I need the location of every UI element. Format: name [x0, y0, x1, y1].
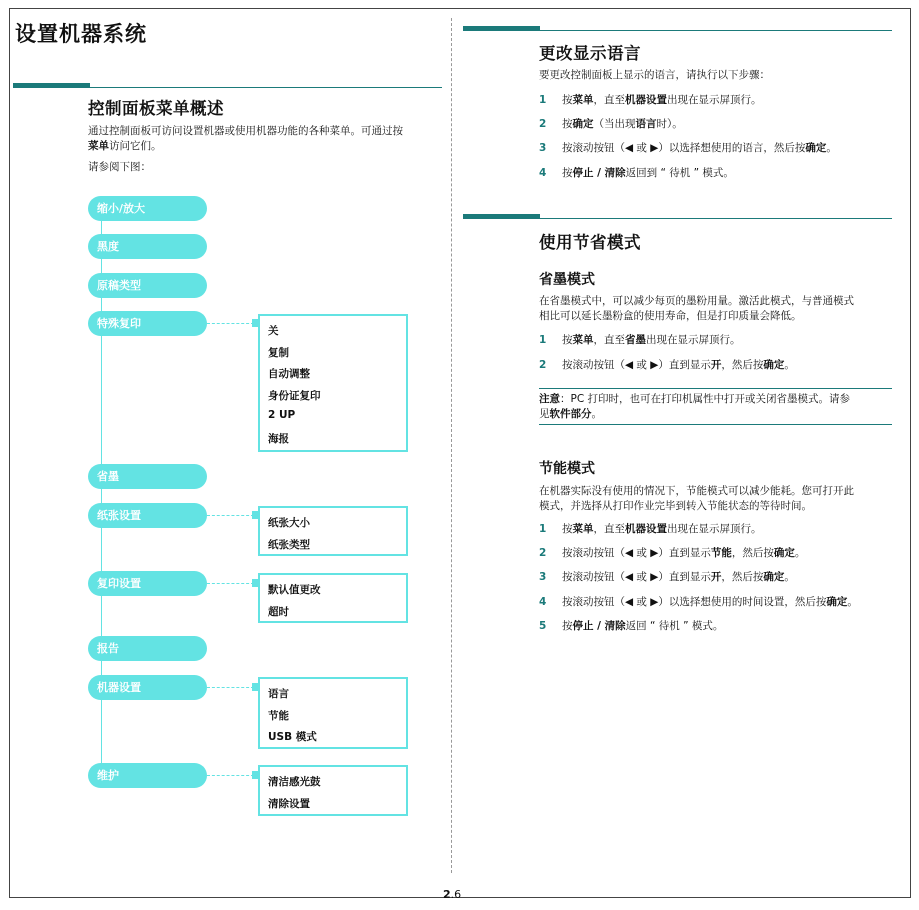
step-text: 按滚动按钮（◀ 或 ▶）直到显示开，然后按确定。: [562, 571, 795, 583]
submenu-item: 2 UP: [268, 409, 296, 421]
step-text: 按滚动按钮（◀ 或 ▶）直到显示开，然后按确定。: [562, 359, 795, 371]
menu-item: 纸张设置: [88, 503, 207, 528]
power-save-heading: 节能模式: [539, 461, 595, 477]
step-number: 4: [539, 167, 547, 179]
submenu-item: 超时: [268, 605, 289, 618]
step-number: 2: [539, 547, 547, 559]
submenu-connector: [207, 775, 254, 776]
submenu-connector: [207, 687, 254, 688]
step-item: [539, 546, 899, 562]
submenu-item: 默认值更改: [268, 584, 321, 596]
toner-note: 注意：PC 打印时，也可在打印机属性中打开或关闭省墨模式。请参 见软件部分。: [539, 393, 850, 420]
page-title: 设置机器系统: [15, 22, 147, 46]
step-item: [539, 93, 899, 109]
submenu-box: [258, 506, 408, 556]
note-bottom-rule: [539, 424, 892, 425]
step-text: 按菜单，直至省墨出现在显示屏顶行。: [562, 334, 741, 346]
toner-save-description: 在省墨模式中，可以减少每页的墨粉用量。激活此模式，与普通模式 相比可以延长墨粉盒的使用寿命，但是打印质量会降低。: [539, 295, 854, 322]
submenu-item: 复制: [268, 346, 289, 359]
submenu-item: 清除设置: [268, 797, 310, 810]
step-number: 3: [539, 571, 547, 583]
menu-item: 黑度: [88, 234, 207, 259]
submenu-connector: [207, 323, 254, 324]
section-rule: [13, 87, 442, 88]
column-divider: [451, 18, 452, 873]
menu-item: 原稿类型: [88, 273, 207, 298]
menu-item: 复印设置: [88, 571, 207, 596]
step-item: [539, 333, 899, 349]
step-text: 按滚动按钮（◀ 或 ▶）直到显示节能，然后按确定。: [562, 547, 806, 559]
step-number: 3: [539, 142, 547, 154]
page-number: 2.6: [443, 888, 462, 901]
submenu-box: [258, 765, 408, 816]
submenu-item: 身份证复印: [268, 389, 321, 402]
step-text: 按滚动按钮（◀ 或 ▶）以选择想使用的语言，然后按确定。: [562, 142, 837, 154]
step-number: 1: [539, 94, 547, 106]
step-item: [539, 595, 899, 611]
step-number: 1: [539, 523, 547, 535]
step-number: 1: [539, 334, 547, 346]
menu-item: 省墨: [88, 464, 207, 489]
see-below-text: 请参阅下图：: [88, 161, 151, 173]
step-number: 2: [539, 359, 547, 371]
step-text: 按滚动按钮（◀ 或 ▶）以选择想使用的时间设置，然后按确定。: [562, 596, 858, 608]
note-top-rule: [539, 388, 892, 389]
step-item: [539, 522, 899, 538]
step-item: [539, 141, 899, 157]
menu-item: 特殊复印: [88, 311, 207, 336]
submenu-connector: [207, 583, 254, 584]
step-item: [539, 358, 899, 374]
step-number: 5: [539, 620, 547, 632]
menu-overview-intro: 通过控制面板可访问设置机器或使用机器功能的各种菜单。可通过按 菜单访问它们。: [88, 125, 403, 152]
step-number: 2: [539, 118, 547, 130]
power-save-description: 在机器实际没有使用的情况下，节能模式可以减少能耗。您可打开此 模式，并选择从打印作业完毕到转入节能状态的等待时间。: [539, 485, 854, 512]
submenu-item: 语言: [268, 688, 289, 700]
submenu-item: 纸张大小: [268, 517, 310, 529]
submenu-item: 海报: [268, 432, 289, 445]
submenu-box: [258, 314, 408, 452]
section-rule: [463, 218, 892, 219]
submenu-item: USB 模式: [268, 731, 317, 743]
menu-item: 缩小/放大: [88, 196, 207, 221]
menu-overview-heading: 控制面板菜单概述: [88, 99, 224, 118]
language-heading: 更改显示语言: [539, 44, 641, 63]
menu-item: 机器设置: [88, 675, 207, 700]
step-text: 按菜单，直至机器设置出现在显示屏顶行。: [562, 523, 762, 535]
step-item: [539, 570, 899, 586]
language-intro: 要更改控制面板上显示的语言，请执行以下步骤：: [539, 69, 770, 81]
step-text: 按菜单，直至机器设置出现在显示屏顶行。: [562, 94, 762, 106]
step-number: 4: [539, 596, 547, 608]
submenu-item: 关: [268, 325, 279, 337]
menu-item: 维护: [88, 763, 207, 788]
submenu-box: [258, 677, 408, 749]
step-item: [539, 166, 899, 182]
submenu-item: 自动调整: [268, 368, 310, 380]
submenu-item: 清洁感光鼓: [268, 776, 321, 788]
submenu-box: [258, 573, 408, 623]
menu-item: 报告: [88, 636, 207, 661]
step-text: 按停止 / 清除返回 “ 待机 ” 模式。: [562, 620, 724, 632]
submenu-connector: [207, 515, 254, 516]
step-item: [539, 619, 899, 635]
step-text: 按停止 / 清除返回到 “ 待机 ” 模式。: [562, 167, 734, 179]
step-item: [539, 117, 899, 133]
section-rule: [463, 30, 892, 31]
submenu-item: 节能: [268, 709, 289, 722]
toner-save-heading: 省墨模式: [539, 272, 595, 288]
step-text: 按确定（当出现语言时）。: [562, 118, 683, 130]
submenu-item: 纸张类型: [268, 538, 310, 551]
saving-heading: 使用节省模式: [539, 233, 641, 252]
